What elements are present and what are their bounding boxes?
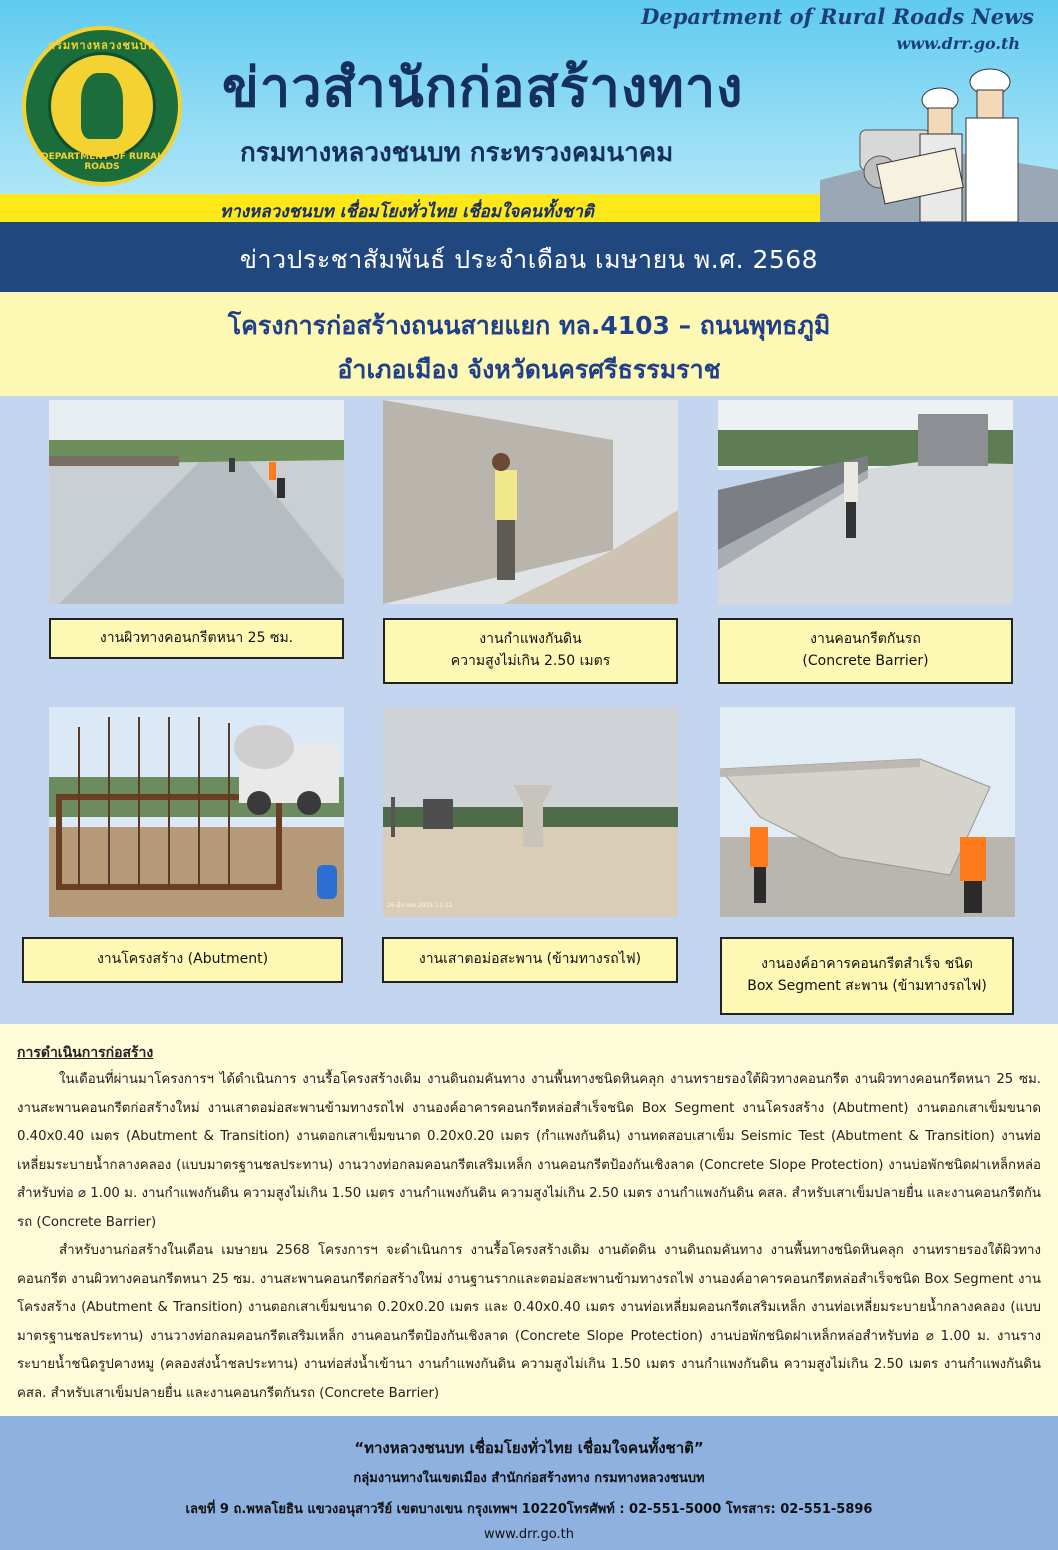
caption-2 [383,618,678,684]
construction-progress-section [0,1024,1058,1416]
project-title-line1: โครงการก่อสร้างถนนสายแยก ทล.4103 – ถนนพุทธภูมิ [227,311,831,340]
caption-2-line1: งานกำแพงกันดิน [479,631,582,648]
caption-6-line2: Box Segment สะพาน (ข้ามทางรถไฟ) [747,978,987,994]
page-subtitle: กรมทางหลวงชนบท กระทรวงคมนาคม [240,138,674,168]
month-bar-text: ข่าวประชาสัมพันธ์ ประจำเดือน เมษายน พ.ศ. 2568 [239,245,819,274]
paragraph-past-month: ในเดือนที่ผ่านมาโครงการฯ ได้ดำเนินการ งานรื้อโครงสร้างเดิม งานดินถมคันทาง งานพื้นทางชนิดหินคลุก งานทรายรองใต้ผิวทางคอนกรีต งานผิวทางคอนกรีตหนา 25 ซม. งานสะพานคอนกรีตก่อสร้างใหม่ งานเสาตอม่อสะพานข้ามทางรถไฟ งานองค์อาคารคอนกรีตหล่อสำเร็จชนิด Box Segment งานโครงสร้าง (Abutment) งานตอกเสาเข็มขนาด 0.40x0.40 เมตร (Abutment & Transition) งานตอกเสาเข็มขนาด 0.20x0.20 เมตร (กำแพงกันดิน) งานทดสอบเสาเข็ม Seismic Test (Abutment & Transition) งานท่อเหลี่ยมระบายน้ำกลางคลอง (แบบมาตรฐานชลประทาน) งานวางท่อกลมคอนกรีตเสริมเหล็ก งานคอนกรีตป้องกันเชิงลาด (Concrete Slope Protection) งานบ่อพักชนิดฝาเหล็กหล่อสำหรับท่อ ⌀ 1.00 ม. งานกำแพงกันดิน ความสูงไม่เกิน 1.50 เมตร งานกำแพงกันดิน ความสูงไม่เกิน 2.50 เมตร งานกำแพงกันดิน คสล. สำหรับเสาเข็มปลายยื่น และงานคอนกรีตกันรถ (Concrete Barrier) [17,1072,1041,1230]
caption-6 [720,937,1014,1015]
drr-logo [22,26,182,186]
footer-address: เลขที่ 9 ถ.พหลโยธิน แขวงอนุสาวรีย์ เขตบางเขน กรุงเทพฯ 10220โทรศัพท์ : 02-551-5000 โทรสาร: 02-551-5896 [185,1502,873,1517]
caption-6-line1: งานองค์อาคารคอนกรีตสำเร็จ ชนิด [761,956,973,973]
project-title-box [0,292,1058,396]
section-heading: การดำเนินการก่อสร้าง [17,1045,154,1061]
caption-4 [22,937,343,983]
caption-4-line1: งานโครงสร้าง (Abutment) [96,951,269,968]
project-title-line2: อำเภอเมือง จังหวัดนครศรีธรรมราช [337,355,721,384]
photo-gallery [0,396,1058,1024]
photo-date-stamp: 26 มีนาคม 2025 11:22 [387,902,453,909]
caption-3-line1: งานคอนกรีตกันรถ [810,631,921,648]
header-banner [0,0,1058,222]
caption-5 [382,937,678,983]
footer-website-link[interactable]: www.drr.go.th [484,1527,574,1542]
caption-3 [718,618,1013,684]
month-bar [0,222,1058,292]
news-title-en: Department of Rural Roads News [641,4,1034,29]
garuda-figure-icon [81,73,123,139]
caption-1 [49,618,344,659]
footer-quote: “ทางหลวงชนบท เชื่อมโยงทั่วไทย เชื่อมใจคนทั้งชาติ” [354,1439,704,1457]
caption-3-line2: (Concrete Barrier) [802,653,929,669]
logo-emblem [48,52,156,160]
photo-abutment [49,707,344,917]
photo-retaining-wall [383,400,678,604]
footer [0,1416,1058,1550]
caption-1-line1: งานผิวทางคอนกรีตหนา 25 ซม. [99,629,294,646]
footer-agency: กลุ่มงานทางในเขตเมือง สำนักก่อสร้างทาง กรมทางหลวงชนบท [353,1471,705,1486]
header-website: www.drr.go.th [896,34,1020,53]
logo-ring-bottom-text: DEPARTMENT OF RURAL ROADS [41,152,163,172]
photo-bridge-pier [383,707,678,917]
photo-box-segment [720,707,1015,917]
motto-text: ทางหลวงชนบท เชื่อมโยงทั่วไทย เชื่อมใจคนทั้งชาติ [220,202,594,222]
page-title: ข่าวสำนักก่อสร้างทาง [222,56,744,119]
paragraph-this-month: สำหรับงานก่อสร้างในเดือน เมษายน 2568 โครงการฯ จะดำเนินการ งานรื้อโครงสร้างเดิม งานตัดดิน งานดินถมคันทาง งานพื้นทางชนิดหินคลุก งานทรายรองใต้ผิวทางคอนกรีต งานผิวทางคอนกรีตหนา 25 ซม. งานสะพานคอนกรีตก่อสร้างใหม่ งานฐานรากและตอม่อสะพานข้ามทางรถไฟ งานองค์อาคารคอนกรีตหล่อสำเร็จชนิด Box Segment งานโครงสร้าง (Abutment & Transition) งานตอกเสาเข็มขนาด 0.20x0.20 เมตร และ 0.40x0.40 เมตร งานท่อเหลี่ยมคอนกรีตเสริมเหล็ก งานท่อเหลี่ยมระบายน้ำกลางคลอง (แบบมาตรฐานชลประทาน) งานวางท่อกลมคอนกรีตเสริมเหล็ก งานคอนกรีตป้องกันเชิงลาด (Concrete Slope Protection) งานบ่อพักชนิดฝาเหล็กหล่อสำหรับท่อ ⌀ 1.00 ม. งานรางระบายน้ำชนิดรูปคางหมู (คลองส่งน้ำชลประทาน) งานท่อส่งน้ำเข้านา งานกำแพงกันดิน ความสูงไม่เกิน 1.50 เมตร งานกำแพงกันดิน ความสูงไม่เกิน 2.50 เมตร งานกำแพงกันดิน คสล. สำหรับเสาเข็มปลายยื่น และงานคอนกรีตกันรถ (Concrete Barrier) [17,1243,1041,1401]
caption-5-line1: งานเสาตอม่อสะพาน (ข้ามทางรถไฟ) [418,951,642,968]
photo-concrete-barrier [718,400,1013,604]
engineers-illustration [820,60,1058,222]
logo-ring-top-text: กรมทางหลวงชนบท [48,39,156,52]
caption-2-line2: ความสูงไม่เกิน 2.50 เมตร [450,653,611,669]
photo-concrete-pavement [49,400,344,604]
